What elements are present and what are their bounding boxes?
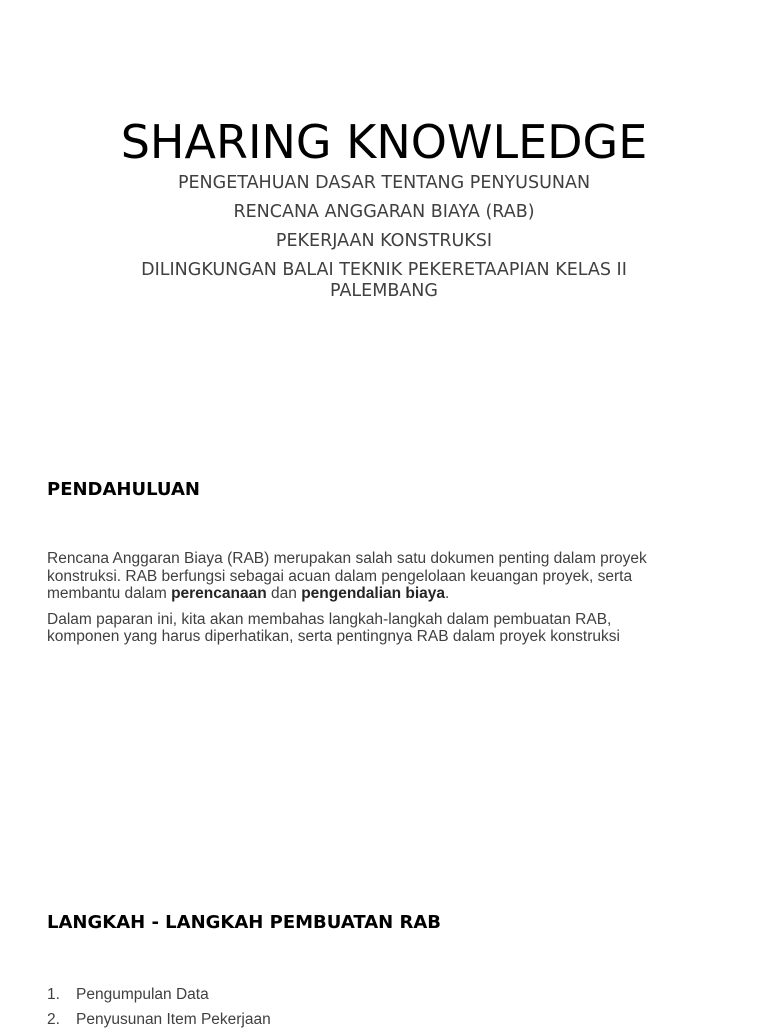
intro-heading: PENDAHULUAN: [47, 479, 200, 500]
intro-text: Rencana Anggaran Biaya (RAB) merupakan salah satu dokumen penting dalam proyek konstruksi. RAB berfungsi sebagai acuan dalam pengelolaan keuangan proyek, serta membantu dalam: [47, 550, 647, 602]
intro-paragraph-1: [47, 550, 687, 603]
steps-heading: LANGKAH - LANGKAH PEMBUATAN RAB: [47, 912, 442, 933]
subtitle-line: DILINGKUNGAN BALAI TEKNIK PEKERETAAPIAN KELAS II PALEMBANG: [141, 260, 627, 301]
list-item: [47, 982, 271, 1007]
subtitle-block: [100, 173, 668, 310]
subtitle-line: RENCANA ANGGARAN BIAYA (RAB): [233, 202, 535, 222]
list-item-text: Penyusunan Item Pekerjaan: [76, 1011, 271, 1028]
steps-list: [47, 982, 271, 1032]
title-slide: [0, 0, 768, 430]
list-item: [47, 1007, 271, 1032]
intro-text: .: [445, 585, 450, 602]
list-item-text: Pengumpulan Data: [76, 986, 209, 1003]
intro-text: dan: [266, 585, 302, 602]
intro-body: [47, 550, 687, 654]
main-title: SHARING KNOWLEDGE: [120, 115, 648, 169]
subtitle-line: PENGETAHUAN DASAR TENTANG PENYUSUNAN: [177, 173, 591, 193]
subtitle-line: PEKERJAAN KONSTRUKSI: [275, 231, 493, 251]
list-item-number: 1.: [47, 986, 60, 1003]
bold-term: perencanaan: [171, 585, 267, 602]
list-item-number: 2.: [47, 1011, 60, 1028]
bold-term: pengendalian biaya: [301, 585, 446, 602]
intro-paragraph-2: Dalam paparan ini, kita akan membahas langkah-langkah dalam pembuatan RAB, komponen yang harus diperhatikan, serta pentingnya RAB dalam proyek konstruksi: [47, 610, 620, 645]
